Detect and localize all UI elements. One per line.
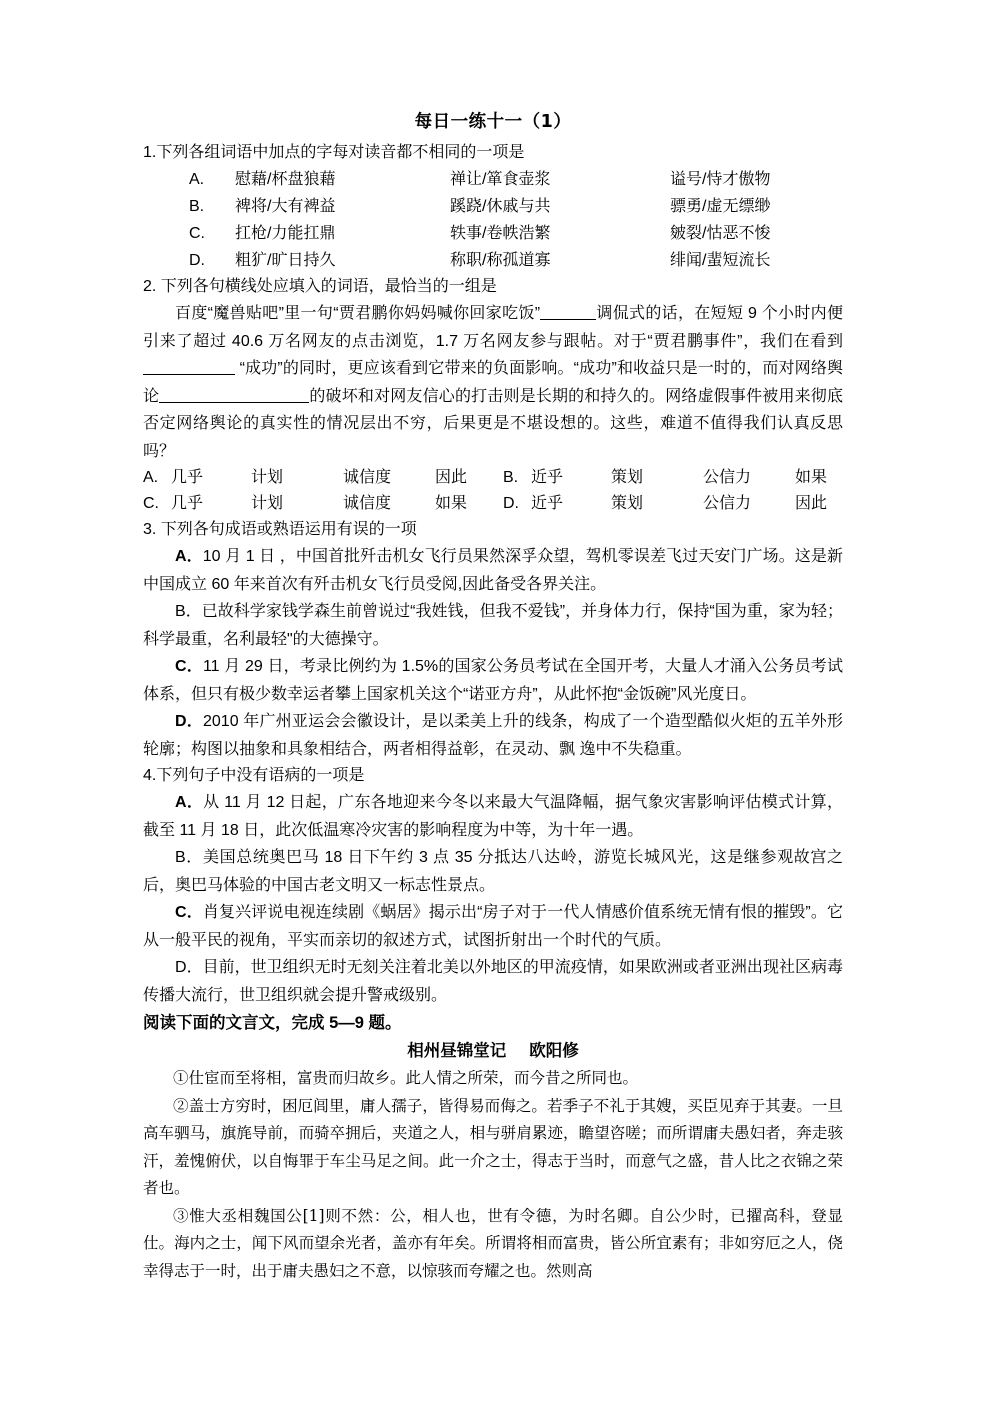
option-column-3: 皴裂/怙恶不悛 (670, 225, 771, 242)
reading-paragraph-1: ①仕宦而至将相，富贵而归故乡。此人情之所荣，而今昔之所同也。 (173, 1069, 639, 1087)
option-letter: D． (175, 959, 203, 976)
passage-segment-1: 百度“魔兽贴吧”里一句“贾君鹏你妈妈喊你回家吃饭” (175, 305, 541, 322)
choice-word-4: 因此 (435, 469, 468, 486)
question-3-option-d[interactable] (143, 708, 843, 763)
option-text: 目前，世卫组织无时无刻关注着北美以外地区的甲流疫情，如果欧洲或者亚洲出现社区病毒传播大流行，世卫组织就会提升警戒级别。 (143, 959, 843, 1004)
option-column-3: 谥号/恃才傲物 (670, 171, 771, 188)
question-3-option-c[interactable] (143, 653, 843, 708)
option-letter: C． (175, 904, 203, 921)
option-column-1: 裨将/大有裨益 (235, 198, 336, 215)
choice-word-1: 近乎 (531, 469, 564, 486)
choice-word-2: 策划 (611, 495, 644, 512)
choice-word-1: 近乎 (531, 495, 564, 512)
choice-word-1: 几乎 (171, 495, 204, 512)
option-column-3: 骠勇/虚无缥缈 (670, 198, 771, 215)
option-text: 11 月 29 日，考录比例约为 1.5%的国家公务员考试在全国开考，大量人才涌入公务员考试体系，但只有极少数幸运者攀上国家机关这个“诺亚方舟”，从此怀抱“金饭碗”风光度日。 (143, 658, 843, 703)
option-letter: B. (189, 198, 205, 215)
option-column-2: 蹊跷/休戚与共 (450, 198, 551, 215)
table-row[interactable] (143, 193, 843, 220)
question-4-stem: 4.下列句子中没有语病的一项是 (143, 767, 365, 784)
option-text: 肖复兴评说电视连续剧《蜗居》揭示出“房子对于一代人情感价值系统无情有恨的摧毁”。它从一般平民的视角，平实而亲切的叙述方式，试图折射出一个时代的气质。 (143, 904, 843, 949)
choice-letter: A. (143, 469, 159, 486)
option-letter: A. (189, 171, 205, 188)
page-title: 每日一练十一（1） (414, 112, 572, 132)
option-column-3: 绯闻/蜚短流长 (670, 252, 771, 269)
reading-paragraph-2: ②盖士方穷时，困厄闾里，庸人孺子，皆得易而侮之。若季子不礼于其嫂，买臣见弃于其妻。一旦高车驷马，旗旄导前，而骑卒拥后，夹道之人，相与骈肩累迹，瞻望咨嗟；而所谓庸夫愚妇者，奔走骇汗，羞愧俯伏，以自悔罪于车尘马足之间。此一介之士，得志于当时，而意气之盛，昔人比之衣锦之荣者也。 (143, 1096, 843, 1197)
option-letter: A． (175, 548, 203, 565)
option-column-2: 称职/称孤道寡 (450, 252, 551, 269)
table-row[interactable] (143, 491, 843, 517)
question-4-option-a[interactable] (143, 789, 843, 844)
option-letter: D. (189, 252, 205, 269)
question-3-option-b[interactable] (143, 598, 843, 653)
option-text: 10 月 1 日 ，中国首批歼击机女飞行员果然深孚众望，驾机零误差飞过天安门广场。这是新中国成立 60 年来首次有歼击机女飞行员受阅,因此备受各界关注。 (143, 548, 843, 593)
reading-instruction: 阅读下面的文言文，完成 5—9 题。 (143, 1014, 402, 1032)
table-row[interactable] (143, 166, 843, 193)
table-row[interactable] (143, 220, 843, 247)
question-4-option-c[interactable] (143, 899, 843, 954)
question-2-choices (143, 465, 843, 517)
fill-blank-1[interactable] (540, 319, 596, 320)
choice-word-3: 诚信度 (343, 469, 392, 486)
option-column-2: 禅让/箪食壶浆 (450, 171, 551, 188)
question-4-option-b[interactable] (143, 844, 843, 899)
choice-letter: D. (503, 495, 519, 512)
choice-word-3: 公信力 (703, 495, 752, 512)
question-3-stem: 3. 下列各句成语或熟语运用有误的一项 (143, 521, 417, 538)
question-1-stem: 1.下列各组词语中加点的字每对读音都不相同的一项是 (143, 144, 525, 161)
reading-paragraph-3: ③惟大丞相魏国公[1]则不然：公，相人也，世有令德，为时名卿。自公少时，已擢高科，登显仕。海内之士，闻下风而望余光者，盖亦有年矣。所谓将相而富贵，皆公所宜素有；非如穷厄之人，侥幸得志于一时，出于庸夫愚妇之不意，以惊骇而夸耀之也。然则高 (143, 1206, 843, 1280)
choice-letter: B. (503, 469, 519, 486)
option-letter: D． (175, 713, 203, 730)
choice-word-1: 几乎 (171, 469, 204, 486)
choice-word-4: 因此 (795, 495, 828, 512)
option-column-1: 扛枪/力能扛鼎 (235, 225, 336, 242)
option-text: 已故科学家钱学森生前曾说过“我姓钱，但我不爱钱”，并身体力行，保持“国为重，家为轻；科学最重，名利最轻"的大德操守。 (143, 603, 843, 648)
passage-segment-3: “成功”的同时，更应该看到它带来的负面影响。“成功”和收益只是一时的，而对网络舆论 (143, 360, 843, 405)
passage-segment-2: 调侃式的话，在短短 9 个小时内便引来了超过 40.6 万名网友的点击浏览，1.7 万名网友参与跟帖。对于“贾君鹏事件”，我们在看到 (143, 305, 843, 350)
option-letter: C. (189, 225, 205, 242)
option-text: 美国总统奥巴马 18 日下午约 3 点 35 分抵达八达岭，游览长城风光，这是继参观故宫之后，奥巴马体验的中国古老文明又一标志性景点。 (143, 849, 843, 894)
option-text: 从 11 月 12 日起，广东各地迎来今冬以来最大气温降幅，据气象灾害影响评估模式计算，截至 11 月 18 日，此次低温寒冷灾害的影响程度为中等，为十年一遇。 (143, 794, 843, 839)
option-column-2: 轶事/卷帙浩繁 (450, 225, 551, 242)
table-row[interactable] (143, 465, 843, 491)
question-1-options (143, 166, 843, 274)
question-4-option-d[interactable] (143, 954, 843, 1009)
choice-letter: C. (143, 495, 159, 512)
passage-author: 欧阳修 (529, 1041, 579, 1060)
option-letter: B． (175, 603, 202, 620)
passage-spacer (506, 1041, 529, 1060)
passage-segment-4: 的破坏和对网友信心的打击则是长期的和持久的。网络虚假事件被用来彻底否定网络舆论的真实性的情况层出不穷，后果更是不堪设想的。这些，难道不值得我们认真反思吗？ (143, 387, 843, 460)
choice-word-2: 计划 (251, 469, 284, 486)
choice-word-4: 如果 (795, 469, 828, 486)
option-column-1: 慰藉/杯盘狼藉 (235, 171, 336, 188)
reading-passage-heading (143, 1037, 843, 1065)
option-letter: B． (175, 849, 203, 866)
passage-title: 相州昼锦堂记 (407, 1041, 507, 1060)
option-column-1: 粗犷/旷日持久 (235, 252, 336, 269)
fill-blank-3[interactable] (159, 402, 309, 403)
choice-word-2: 策划 (611, 469, 644, 486)
question-2-stem: 2. 下列各句横线处应填入的词语，最恰当的一组是 (143, 278, 497, 295)
choice-word-3: 公信力 (703, 469, 752, 486)
option-text: 2010 年广州亚运会会徽设计，是以柔美上升的线条，构成了一个造型酷似火炬的五羊外形轮廓；构图以抽象和具象相结合，两者相得益彰，在灵动、飘 逸中不失稳重。 (143, 713, 844, 758)
choice-word-3: 诚信度 (343, 495, 392, 512)
table-row[interactable] (143, 247, 843, 274)
choice-word-4: 如果 (435, 495, 468, 512)
choice-word-2: 计划 (251, 495, 284, 512)
question-2-passage (143, 300, 843, 465)
option-letter: C． (175, 658, 203, 675)
option-letter: A． (175, 794, 204, 811)
fill-blank-2[interactable] (143, 374, 235, 375)
question-3-option-a[interactable] (143, 543, 843, 598)
